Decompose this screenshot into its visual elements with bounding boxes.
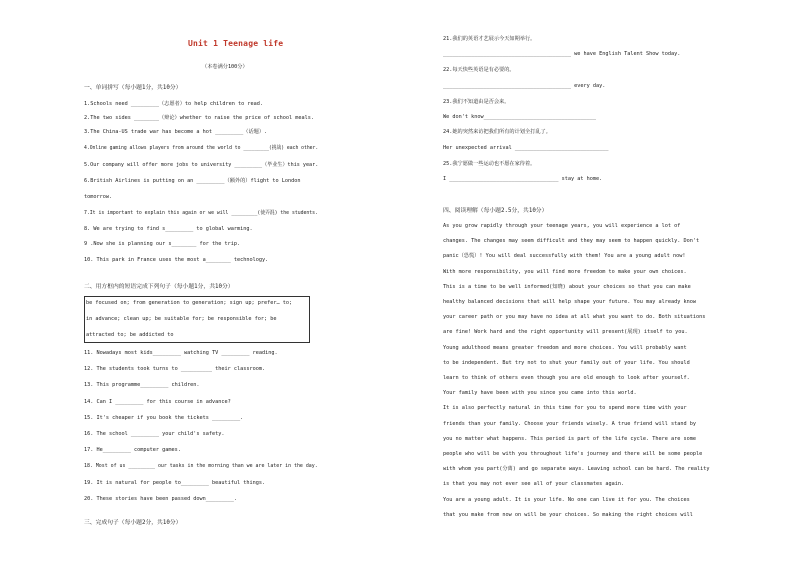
phrase-box-line: be focused on; from generation to generation; sign up; prefer… to;	[86, 300, 293, 306]
question-line: 16. The school _________ your child's safety.	[84, 431, 225, 437]
passage-line: to be independent. But try not to shut your family out of your life. You should	[443, 359, 690, 366]
phrase-box-line: attracted to; be addicted to	[86, 332, 174, 338]
section-1-heading: 一、单词拼写（每小题1分，共10分）	[84, 85, 182, 91]
passage-line: friends than your family. Choose your friends wisely. A true friend will stand by	[443, 420, 696, 427]
sentence-line: 25.我宁愿做一些运动也不愿在家待着。	[443, 161, 536, 167]
question-line: 11. Nowadays most kids_________ watching TV _________ reading.	[84, 350, 278, 356]
question-line: 19. It is natural for people to_________ beautiful things.	[84, 479, 266, 486]
question-line: 13. This programme_________ children.	[84, 382, 200, 389]
passage-line: panic（恐慌）! You will deal successfully with them! You are a young adult now!	[443, 253, 686, 260]
phrase-box-line: in advance; clean up; be suitable for; be responsible for; be	[86, 316, 277, 322]
question-line: 10. This park in France uses the most a________ technology.	[84, 257, 269, 263]
sentence-line: 24.她的突然来访把我们所有的计划全打乱了。	[443, 129, 551, 135]
question-line: tomorrow.	[84, 194, 113, 200]
question-line: 20. These stories have been passed down_________.	[84, 495, 238, 502]
section-4-heading: 四、阅读理解（每小题2.5分，共10分）	[443, 208, 548, 214]
question-line: 6.British Airlines is putting on an _________（额外的）flight to London	[84, 178, 301, 184]
question-line: 18. Most of us _________ our tasks in the morning than we are later in the day.	[84, 463, 318, 470]
passage-line: that you make from now on will be your choices. So making the right choices will	[443, 511, 693, 518]
passage-line: people who will be with you throughout life's journey and there will be some people	[443, 451, 703, 457]
question-line: 1.Schools need _________（志愿者）to help children to read.	[84, 101, 263, 107]
sentence-line: _________________________________________ we have English Talent Show today.	[443, 51, 681, 57]
question-line: 4.Online gaming allows players from around the world to _________(挑战) each other.	[84, 145, 319, 151]
passage-line: are fine! Work hard and the right opportunity will present(展现) itself to you.	[443, 329, 688, 336]
sentence-line: 21.我们的英语才艺展示今天如期举行。	[443, 36, 536, 42]
question-line: 2.The two sides ________（辩论）whether to raise the price of school meals.	[84, 115, 315, 121]
passage-line: It is also perfectly natural in this time for you to spend more time with your	[443, 405, 687, 412]
passage-line: healthy balanced decisions that will help shape your future. You may already know	[443, 299, 696, 305]
passage-line: As you grow rapidly through your teenage years, you will experience a lot of	[443, 223, 681, 229]
page-title: Unit 1 Teenage life	[188, 39, 284, 48]
sentence-line: We don't know____________________________________	[443, 114, 597, 120]
passage-line: This is a time to be well informed(知晓) about your choices so that you can make	[443, 283, 691, 290]
sentence-line: 23.我们不知道由是否会来。	[443, 99, 510, 105]
passage-line: Young adulthood means greater freedom and more choices. You will probably want	[443, 344, 687, 351]
section-3-heading: 三、完成句子（每小题2分，共10分）	[84, 520, 182, 526]
sentence-line: 22.每天快些英语是有必要的。	[443, 67, 515, 73]
question-line: 5.Our company will offer more jobs to university _________（毕业生）this year.	[84, 162, 319, 168]
passage-line: You are a young adult. It is your life. No one can live it for you. The choices	[443, 496, 690, 503]
question-line: 9 .Now she is planning our s________ for the trip.	[84, 241, 241, 247]
section-2-heading: 二、用方框内的短语完成下列句子（每小题1分，共10分）	[84, 284, 234, 290]
question-line: 7.It is important to explain this again or we will _________(使弄混) the students.	[84, 210, 318, 216]
passage-line: learn to think of others even though you are old enough to look after yourself.	[443, 375, 690, 381]
sentence-line: I ___________________________________ stay at home.	[443, 176, 603, 182]
sentence-line: Her unexpected arrival ______________________________	[443, 145, 609, 151]
passage-line: you no matter what happens. This period is part of the life cycle. There are some	[443, 435, 696, 442]
question-line: 14. Can I _________ for this course in advance?	[84, 398, 231, 405]
score-note: （本卷满分100分）	[202, 64, 248, 70]
passage-line: is that you may not ever see all of your classmates again.	[443, 481, 625, 488]
passage-line: With more responsibility, you will find more freedom to make your own choices.	[443, 268, 687, 275]
passage-line: with whom you part(分离) and go separate ways. Leaving school can be hard. The reality	[443, 466, 710, 473]
question-line: 8. We are trying to find s_________ to global warming.	[84, 226, 253, 232]
passage-line: Your family have been with you since you came into this world.	[443, 390, 637, 397]
question-line: 3.The China-US trade war has become a hot _________（话题）.	[84, 129, 268, 135]
passage-line: your career path or you may have no idea at all what you want to do. Both situations	[443, 314, 706, 321]
question-line: 15. It's cheaper if you book the tickets _________.	[84, 414, 244, 421]
question-line: 12. The students took turns to __________ their classroom.	[84, 366, 266, 373]
passage-line: changes. The changes may seem difficult and they may seem to happen quickly. Don't	[443, 238, 700, 245]
question-line: 17. He_________ computer games.	[84, 447, 181, 454]
sentence-line: _________________________________________ every day.	[443, 83, 606, 89]
